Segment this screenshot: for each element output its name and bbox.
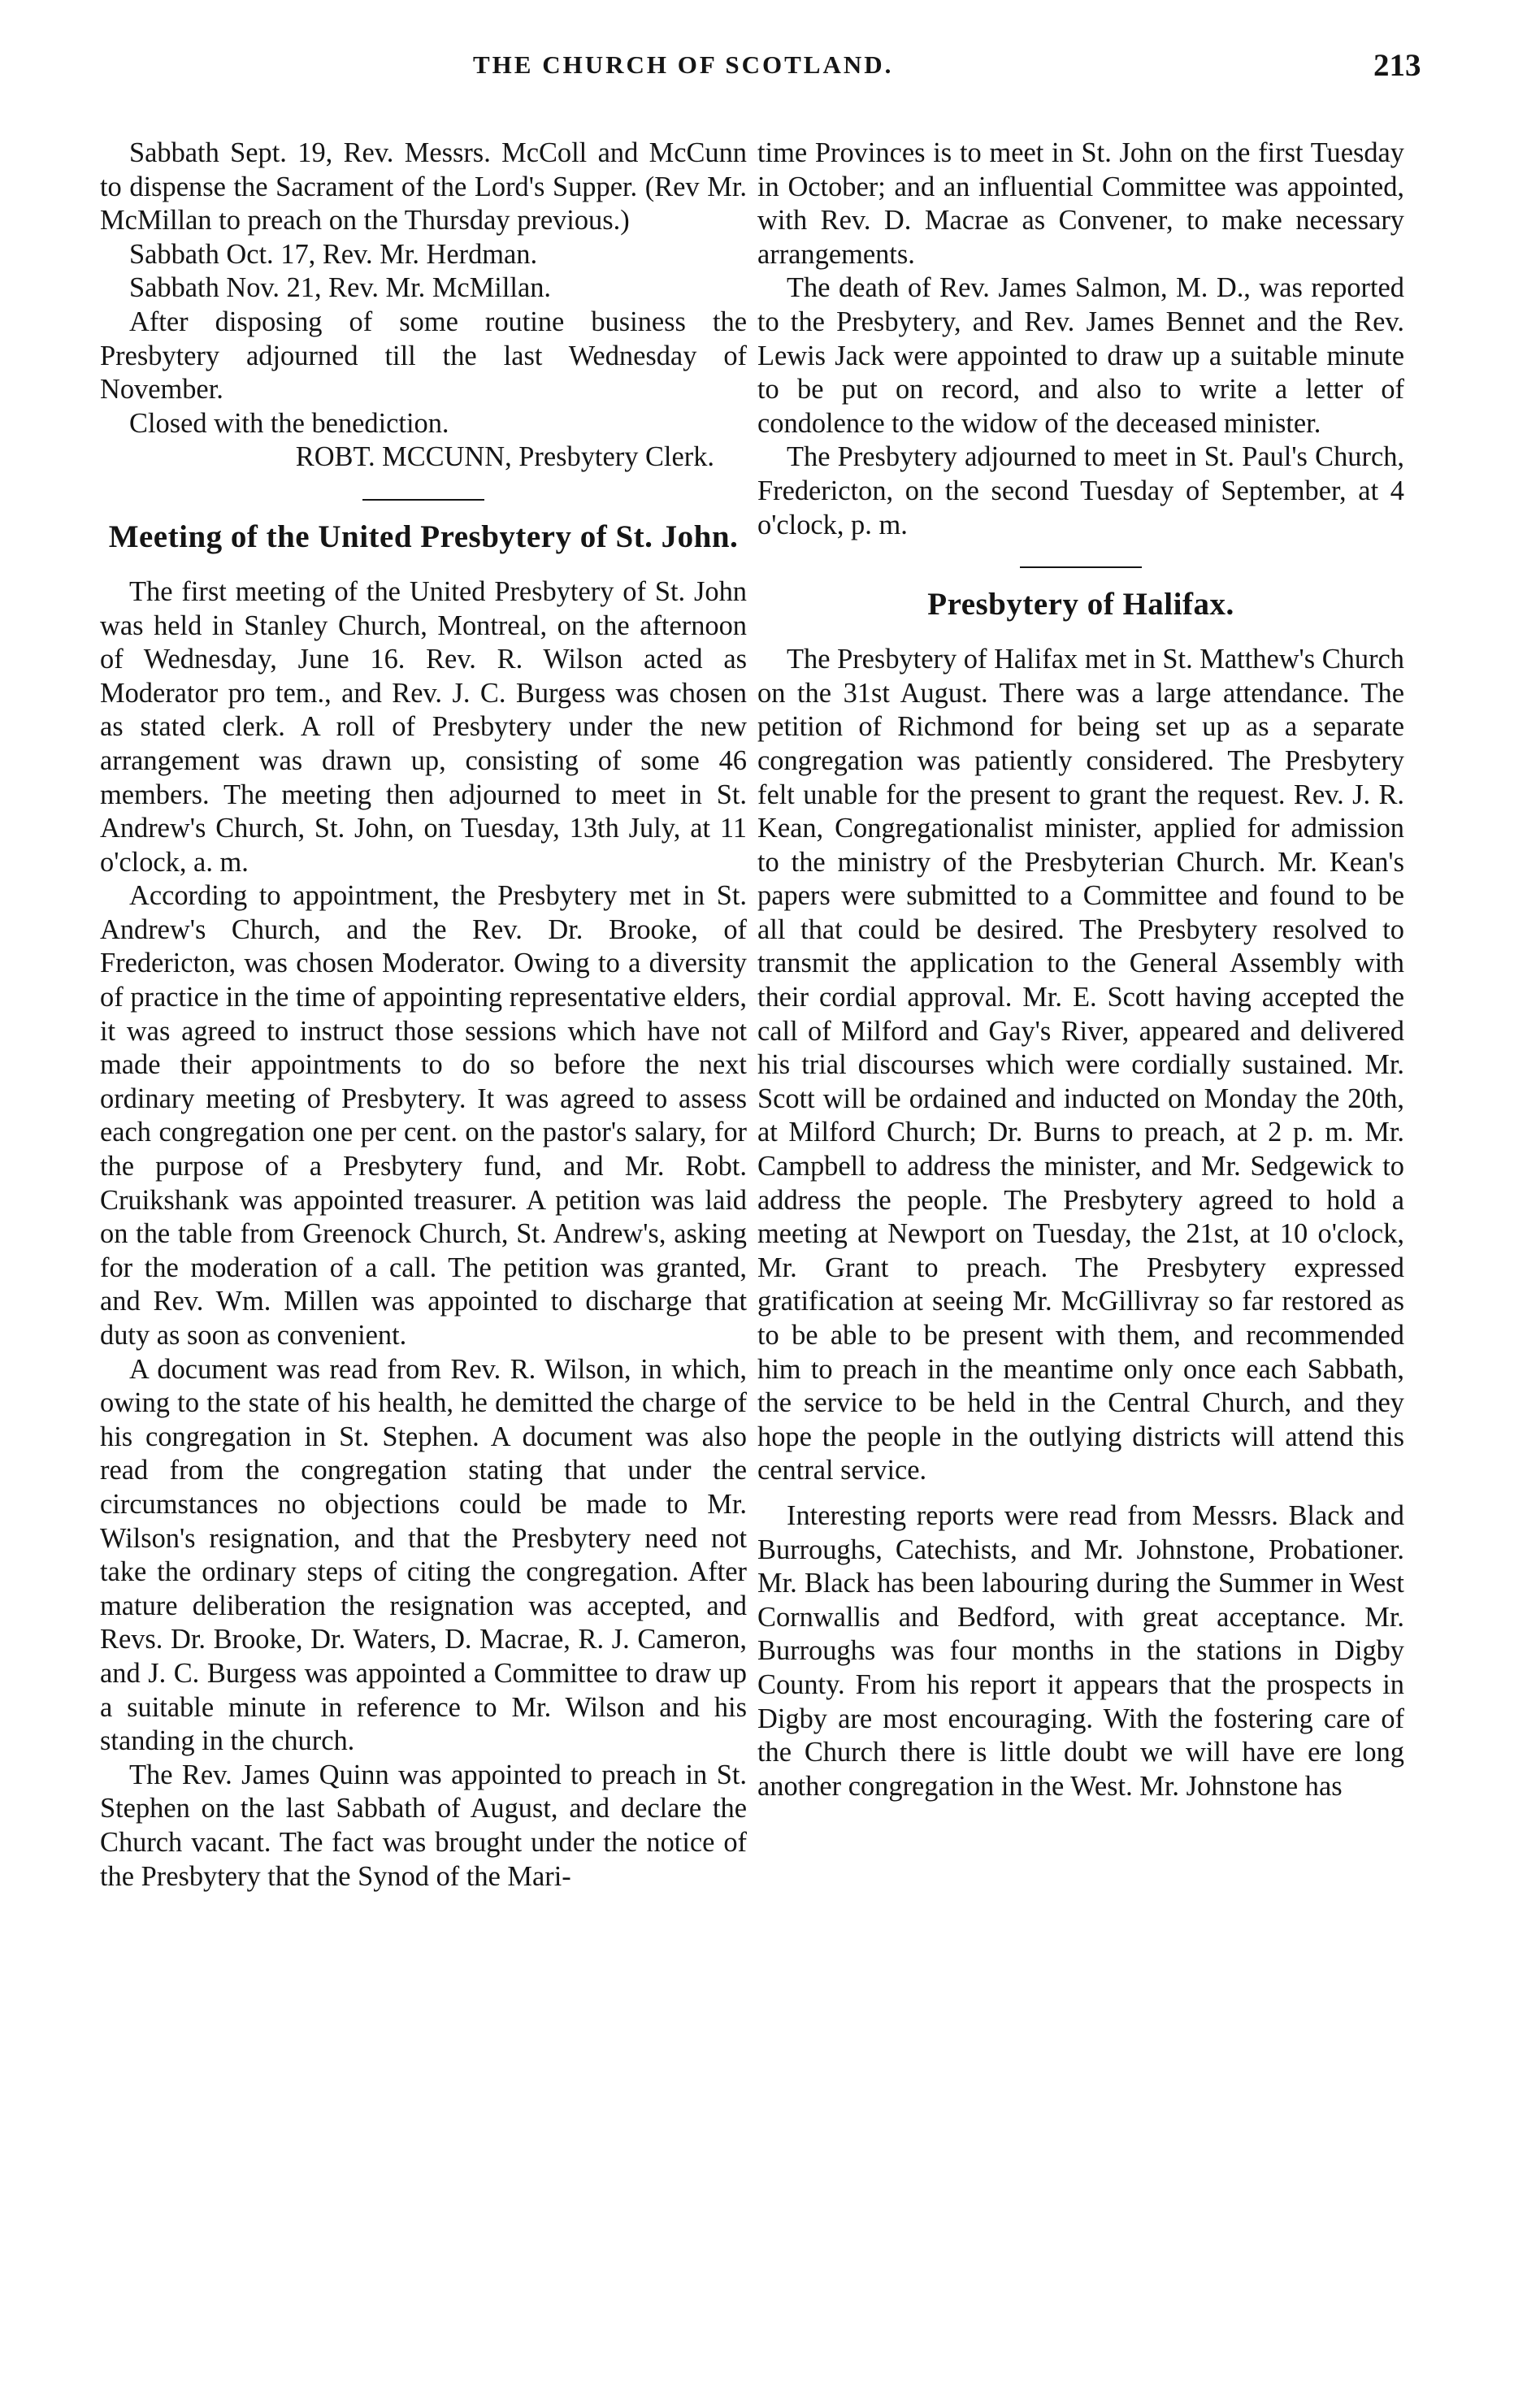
running-head (0, 50, 1514, 99)
paragraph: The Rev. James Quinn was appointed to preach in St. Stephen on the last Sabbath of August, and declare the Church vacant. The fact was brought under the notice of the Presbytery that the Synod of the Mari- (100, 1759, 747, 1892)
right-column (757, 137, 1404, 1803)
paragraph: time Provinces is to meet in St. John on the first Tuesday in October; and an influential Committee was appointed, with Rev. D. Macrae as Convener, to make necessary arrangements. (757, 137, 1404, 270)
paragraph: The death of Rev. James Salmon, M. D., was reported to the Presbytery, and Rev. James Bennet and the Rev. Lewis Jack were appointed to draw up a suitable minute to be put on record, and also to write a letter of condolence to the widow of the deceased minister. (757, 272, 1404, 439)
paragraph: Interesting reports were read from Messrs. Black and Burroughs, Catechists, and Mr. Johnstone, Probationer. Mr. Black has been labouring during the Summer in West Cornwallis and Bedford, with great acceptance. Mr. Burroughs was four months in the stations in Digby County. From his report it appears that the prospects in Digby are most encouraging. With the fostering care of the Church there is little doubt we will have ere long another congregation in the West. Mr. Johnstone has (757, 1499, 1404, 1802)
page-number: 213 (1373, 48, 1421, 83)
running-title: THE CHURCH OF SCOTLAND. (473, 50, 894, 79)
paragraph: Closed with the benediction. (129, 407, 449, 439)
left-column (100, 137, 747, 1894)
paragraph: The Presbytery adjourned to meet in St. Paul's Church, Fredericton, on the second Tuesday of September, at 4 o'clock, p. m. (757, 441, 1404, 540)
paragraph: Sabbath Sept. 19, Rev. Messrs. McColl and McCunn to dispense the Sacrament of the Lord's Supper. (Rev Mr. McMillan to preach on the Thursday previous.) (100, 137, 747, 236)
paragraph: After disposing of some routine business the Presbytery adjourned till the last Wednesday of November. (100, 306, 747, 406)
section-heading: Presbytery of Halifax. (927, 587, 1234, 623)
paragraph: Sabbath Oct. 17, Rev. Mr. Herdman. (129, 238, 538, 270)
paragraph: According to appointment, the Presbytery met in St. Andrew's Church, and the Rev. Dr. Brooke, of Fredericton, was chosen Moderator. Owing to a diversity of practice in the time of appointing representative elders, it was agreed to instruct those sessions which have not made their appointments to do so before the next ordinary meeting of Presbytery. It was agreed to assess each congregation one per cent. on the pastor's salary, for the purpose of a Presbytery fund, and Mr. Robt. Cruikshank was appointed treasurer. A petition was laid on the table from Greenock Church, St. Andrew's, asking for the moderation of a call. The petition was granted, and Rev. Wm. Millen was appointed to discharge that duty as soon as convenient. (100, 880, 747, 1351)
paragraph: Sabbath Nov. 21, Rev. Mr. McMillan. (129, 272, 551, 304)
paragraph: The Presbytery of Halifax met in St. Matthew's Church on the 31st August. There was a large attendance. The petition of Richmond for being set up as a separate congregation was patiently considered. The Presbytery felt unable for the present to grant the request. Rev. J. R. Kean, Congregationalist minister, applied for admission to the ministry of the Presbyterian Church. Mr. Kean's papers were submitted to a Committee and found to be all that could be desired. The Presbytery resolved to transmit the application to the General Assembly with their cordial approval. Mr. E. Scott having accepted the call of Milford and Gay's River, appeared and delivered his trial discourses which were cordially sustained. Mr. Scott will be ordained and inducted on Monday the 20th, at Milford Church; Dr. Burns to preach, at 2 p. m. Mr. Campbell to address the minister, and Mr. Sedgewick to address the people. The Presbytery agreed to hold a meeting at Newport on Tuesday, the 21st, at 10 o'clock, Mr. Grant to preach. The Presbytery expressed gratification at seeing Mr. McGillivray so far restored as to be able to be present with them, and recommended him to preach in the meantime only once each Sabbath, the service to be held in the Central Church, and they hope the people in the outlying districts will attend this central service. (757, 644, 1404, 1486)
paragraph: The first meeting of the United Presbytery of St. John was held in Stanley Church, Montreal, on the afternoon of Wednesday, June 16. Rev. R. Wilson acted as Moderator pro tem., and Rev. J. C. Burgess was chosen as stated clerk. A roll of Presbytery under the new arrangement was drawn up, consisting of some 46 members. The meeting then adjourned to meet in St. Andrew's Church, St. John, on Tuesday, 13th July, at 11 o'clock, a. m. (100, 575, 747, 878)
clerk-signature: ROBT. MCCUNN, Presbytery Clerk. (295, 441, 714, 473)
section-divider (1020, 566, 1142, 568)
section-divider (362, 499, 484, 501)
paragraph: A document was read from Rev. R. Wilson, in which, owing to the state of his health, he demitted the charge of his congregation in St. Stephen. A document was also read from the congregation stating that under the circumstances no objections could be made to Mr. Wilson's resignation, and that the Presbytery need not take the ordinary steps of citing the congregation. After mature deliberation the resignation was accepted, and Revs. Dr. Brooke, Dr. Waters, D. Macrae, R. J. Cameron, and J. C. Burgess was appointed a Committee to draw up a suitable minute in reference to Mr. Wilson and his standing in the church. (100, 1353, 747, 1757)
paragraph-gap (757, 1488, 1404, 1499)
section-heading: Meeting of the United Presbytery of St. John. (108, 518, 739, 554)
